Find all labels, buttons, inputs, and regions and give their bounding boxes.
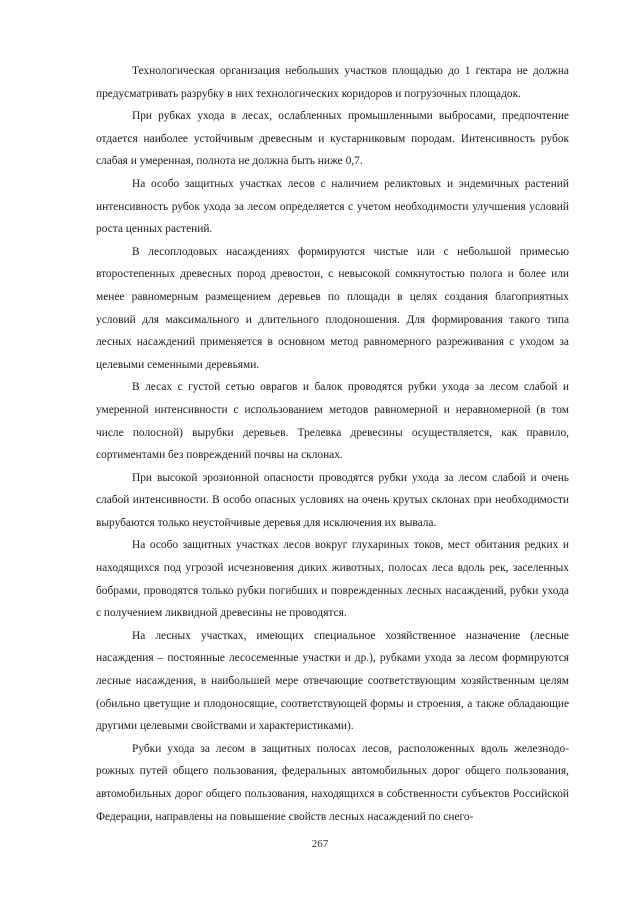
paragraph-3: На особо защитных участках лесов с наличием реликтовых и эндемичных растений интенсивность рубок ухода за лесом определяется с учетом необходимости улучшения условий роста ценных растений.	[96, 177, 569, 236]
paragraph-2: При рубках ухода в лесах, ослабленных промышленными выбросами, предпочтение отдается наиболее устойчивым древесным и кустарниковым породам. Интенсивность рубок слабая и умеренная, полнота не должна быть ниже 0,7.	[96, 110, 569, 168]
page-number: 267	[311, 838, 329, 850]
paragraph-9: Рубки ухода за лесом в защитных полосах лесов, расположенных вдоль железнодорожных путей общего пользования, федеральных автомобильных дорог общего пользования, автомобильных дорог общего пользования, находящихся в собственности субъектов Российской Федерации, направлены на повышение свойств лесных насаждений по снего-	[96, 742, 569, 823]
paragraph-6: При высокой эрозионной опасности проводятся рубки ухода за лесом слабой и очень слабой интенсивности. В особо опасных условиях на очень крутых склонах при необходимости вырубаются только неустойчивые деревья для исключения их вывала.	[96, 471, 569, 529]
paragraph-5: В лесах с густой сетью оврагов и балок проводятся рубки ухода за лесом слабой и умеренной интенсивности с использованием методов равномерной и неравномерной (в том числе полосной) вырубки деревьев. Трелевка древесины осуществляется, как правило, сортиментами без повреждений почвы на склонах.	[96, 381, 569, 462]
paragraph-4: В лесоплодовых насаждениях формируются чистые или с небольшой примесью второстепенных древесных пород древостои, с невысокой сомкнутостью полога и более или менее равномерным размещением деревьев по площади в целях создания благоприятных условий для максимального и длительного плодоношения. Для формирования такого типа лесных насаждений применяется в основном метод равномерного разреживания с уходом за целевыми семенными деревьями.	[96, 245, 569, 371]
paragraph-8: На лесных участках, имеющих специальное хозяйственное назначение (лесные насаждения – постоянные лесосеменные участки и др.), рубками ухода за лесом формируются лесные насаждения, в наибольшей мере отвечающие соответствующим хозяйственным целям (обильно цветущие и плодоносящие, соответствующей формы и строения, а также обладающие другими целевыми свойствами и характеристиками).	[96, 629, 569, 733]
document-body	[96, 60, 569, 828]
paragraph-1: Технологическая организация небольших участков площадью до 1 гектара не должна предусматривать разрубку в них технологических коридоров и погрузочных площадок.	[96, 65, 569, 100]
paragraph-7: На особо защитных участках лесов вокруг глухариных токов, мест обитания редких и находящихся под угрозой исчезновения диких животных, полосах леса вдоль рек, заселенных бобрами, проводятся только рубки погибших и поврежденных лесных насаждений, рубки ухода с получением ликвидной древесины не проводятся.	[96, 539, 569, 620]
